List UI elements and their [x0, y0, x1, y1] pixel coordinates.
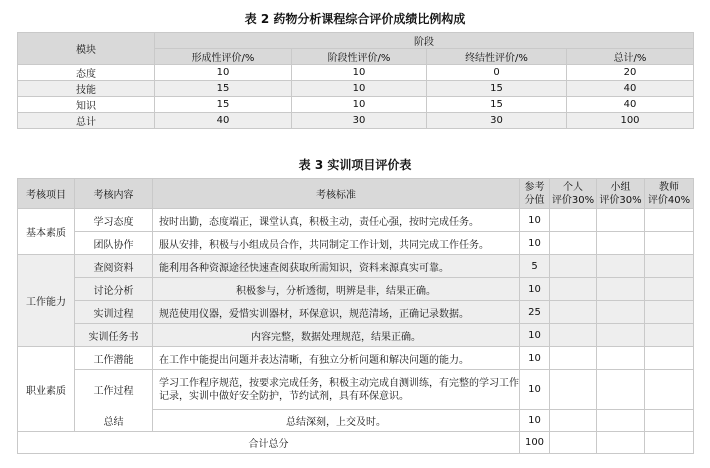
table-row [18, 232, 694, 255]
header-stage: 阶段 [155, 33, 694, 49]
header-group-l1: 小组 [610, 181, 631, 193]
header-module: 模块 [18, 33, 155, 65]
cell-value: 10 [292, 81, 427, 97]
row-score: 10 [520, 209, 550, 232]
cell-value: 10 [292, 97, 427, 113]
row-standard: 能利用各种资源途径快速查阅获取所需知识，资料来源真实可靠。 [153, 255, 520, 278]
row-score: 5 [520, 255, 550, 278]
header-self-l1: 个人 [563, 181, 583, 193]
row-score: 10 [520, 232, 550, 255]
group-eval-cell[interactable] [597, 301, 645, 324]
table2-header-row [18, 179, 694, 209]
cell-value: 100 [567, 113, 694, 129]
self-eval-total[interactable] [550, 432, 597, 454]
teacher-eval-cell[interactable] [645, 410, 694, 432]
self-eval-cell[interactable] [550, 301, 597, 324]
table-row [18, 209, 694, 232]
header-ref-score [520, 179, 550, 209]
subheader-stage: 阶段性评价/% [292, 49, 427, 65]
cell-value: 0 [427, 65, 567, 81]
table-row [18, 113, 694, 129]
teacher-eval-cell[interactable] [645, 324, 694, 347]
total-row [18, 432, 694, 454]
row-score: 10 [520, 347, 550, 370]
cell-value: 40 [567, 97, 694, 113]
self-eval-cell[interactable] [550, 370, 597, 410]
group-eval-cell[interactable] [597, 370, 645, 410]
row-standard: 学习工作程序规范，按要求完成任务，积极主动完成自测训练，有完整的学习工作记录，实训中做好安全防护，节约试剂，具有环保意识。 [153, 370, 520, 410]
row-score: 10 [520, 370, 550, 410]
header-teacher-l1: 教师 [659, 181, 679, 193]
table2-caption: 表 3 实训项目评价表 [298, 158, 412, 172]
row-module: 总计 [18, 113, 155, 129]
cell-value: 15 [155, 97, 292, 113]
row-content: 实训过程 [75, 301, 153, 324]
cell-value: 20 [567, 65, 694, 81]
header-self-eval [550, 179, 597, 209]
header-teacher-l2: 评价40% [647, 194, 691, 206]
row-content: 总结 [75, 410, 153, 432]
table1-caption: 表 2 药物分析课程综合评价成绩比例构成 [244, 12, 466, 26]
self-eval-cell[interactable] [550, 410, 597, 432]
self-eval-cell[interactable] [550, 255, 597, 278]
teacher-eval-cell[interactable] [645, 278, 694, 301]
grade-ratio-table [17, 32, 694, 129]
row-content: 团队协作 [75, 232, 153, 255]
cell-value: 30 [292, 113, 427, 129]
group-item: 工作能力 [18, 255, 75, 347]
teacher-eval-cell[interactable] [645, 347, 694, 370]
group-eval-cell[interactable] [597, 324, 645, 347]
table-row [18, 410, 694, 432]
teacher-eval-total[interactable] [645, 432, 694, 454]
header-content: 考核内容 [75, 179, 153, 209]
row-content: 学习态度 [75, 209, 153, 232]
row-content: 讨论分析 [75, 278, 153, 301]
teacher-eval-cell[interactable] [645, 232, 694, 255]
table-row [18, 255, 694, 278]
table-row [18, 278, 694, 301]
row-score: 10 [520, 410, 550, 432]
subheader-formative: 形成性评价/% [155, 49, 292, 65]
row-standard: 总结深刻，上交及时。 [153, 410, 520, 432]
table-row [18, 301, 694, 324]
row-module: 技能 [18, 81, 155, 97]
self-eval-cell[interactable] [550, 209, 597, 232]
group-eval-cell[interactable] [597, 278, 645, 301]
cell-value: 15 [427, 97, 567, 113]
teacher-eval-cell[interactable] [645, 370, 694, 410]
subheader-summative: 终结性评价/% [427, 49, 567, 65]
row-standard: 内容完整，数据处理规范，结果正确。 [153, 324, 520, 347]
group-eval-cell[interactable] [597, 255, 645, 278]
total-score: 100 [520, 432, 550, 454]
cell-value: 15 [155, 81, 292, 97]
row-content: 工作潜能 [75, 347, 153, 370]
group-eval-total[interactable] [597, 432, 645, 454]
header-item: 考核项目 [18, 179, 75, 209]
subheader-total: 总计/% [567, 49, 694, 65]
cell-value: 10 [292, 65, 427, 81]
teacher-eval-cell[interactable] [645, 301, 694, 324]
cell-value: 30 [427, 113, 567, 129]
cell-value: 40 [567, 81, 694, 97]
table-row [18, 81, 694, 97]
table1-header-row [18, 33, 694, 49]
cell-value: 40 [155, 113, 292, 129]
total-label: 合计总分 [18, 432, 520, 454]
row-score: 25 [520, 301, 550, 324]
row-standard: 规范使用仪器，爱惜实训器材，环保意识，规范清场，正确记录数据。 [153, 301, 520, 324]
table-row [18, 370, 694, 410]
header-ref-l2: 分值 [524, 194, 545, 206]
cell-value: 15 [427, 81, 567, 97]
header-group-l2: 评价30% [599, 194, 642, 206]
group-eval-cell[interactable] [597, 347, 645, 370]
self-eval-cell[interactable] [550, 232, 597, 255]
row-content: 实训任务书 [75, 324, 153, 347]
teacher-eval-cell[interactable] [645, 209, 694, 232]
row-module: 知识 [18, 97, 155, 113]
row-score: 10 [520, 278, 550, 301]
row-standard: 按时出勤，态度端正，课堂认真，积极主动，责任心强，按时完成任务。 [153, 209, 520, 232]
self-eval-cell[interactable] [550, 347, 597, 370]
row-score: 10 [520, 324, 550, 347]
header-group-eval [597, 179, 645, 209]
group-eval-cell[interactable] [597, 232, 645, 255]
group-eval-cell[interactable] [597, 209, 645, 232]
row-standard: 服从安排，积极与小组成员合作，共同制定工作计划，共同完成工作任务。 [153, 232, 520, 255]
table-row [18, 97, 694, 113]
cell-value: 10 [155, 65, 292, 81]
table-row [18, 324, 694, 347]
row-module: 态度 [18, 65, 155, 81]
header-standard: 考核标准 [153, 179, 520, 209]
row-content: 工作过程 [75, 370, 153, 410]
table-row [18, 347, 694, 370]
group-item: 基本素质 [18, 209, 75, 255]
group-eval-cell[interactable] [597, 410, 645, 432]
self-eval-cell[interactable] [550, 278, 597, 301]
self-eval-cell[interactable] [550, 324, 597, 347]
header-self-l2: 评价30% [551, 194, 595, 206]
row-standard: 在工作中能提出问题并表达清晰，有独立分析问题和解决问题的能力。 [153, 347, 520, 370]
header-teacher-eval [645, 179, 694, 209]
group-item: 职业素质 [18, 347, 75, 432]
table-row [18, 65, 694, 81]
header-ref-l1: 参考 [524, 181, 545, 193]
row-content: 查阅资料 [75, 255, 153, 278]
row-standard: 积极参与，分析透彻，明辨是非，结果正确。 [153, 278, 520, 301]
training-evaluation-table [17, 178, 694, 454]
teacher-eval-cell[interactable] [645, 255, 694, 278]
